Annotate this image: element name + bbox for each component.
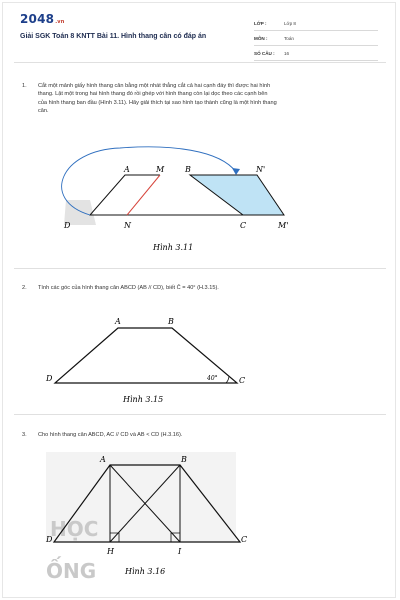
- label-a: A: [100, 455, 106, 464]
- page-title: Giải SGK Toán 8 KNTT Bài 11. Hình thang cân có đáp án: [20, 33, 207, 40]
- meta-label: SỐ CÂU :: [254, 50, 275, 56]
- label-n: N: [124, 221, 131, 230]
- watermark-text: ỐNG: [46, 559, 97, 583]
- figure-caption: Hình 3.15: [123, 395, 164, 404]
- label-d: D: [46, 535, 53, 544]
- angle-label: 40°: [207, 375, 218, 382]
- label-b: B: [185, 165, 191, 174]
- label-c: C: [239, 376, 246, 385]
- question-number: 1.: [22, 83, 27, 89]
- question-line: của hình thang ban đầu (Hình 3.11). Hãy giải thích tại sao hình tạo thành cũng là một hình thang: [38, 99, 277, 106]
- label-n-prime: N': [256, 165, 266, 174]
- label-m-prime: M': [278, 221, 289, 230]
- question-line: Cho hình thang cân ABCD, AC // CD và AB < CD (H.3.16).: [38, 432, 183, 438]
- question-line: Cắt một mảnh giấy hình thang cân bằng một nhát thẳng cắt cả hai cạnh đáy thì được hai hình: [38, 83, 271, 89]
- question-number: 2.: [22, 285, 27, 291]
- label-b: B: [181, 455, 187, 464]
- label-b: B: [168, 317, 174, 326]
- label-i: I: [178, 547, 182, 556]
- label-a: A: [115, 317, 121, 326]
- figure-caption: Hình 3.16: [125, 567, 166, 576]
- label-a: A: [124, 165, 130, 174]
- label-c: C: [240, 221, 247, 230]
- figure-caption: Hình 3.11: [153, 243, 194, 252]
- label-d: D: [46, 374, 53, 383]
- meta-value: Toán: [284, 35, 294, 41]
- label-d: D: [64, 221, 71, 230]
- logo-suffix: .vn: [55, 19, 65, 25]
- meta-value: 16: [284, 50, 290, 56]
- label-c: C: [241, 535, 248, 544]
- question-line: cân.: [38, 108, 49, 115]
- label-m: M: [156, 165, 165, 174]
- question-line: Tính các góc của hình thang cân ABCD (AB // CD), biết Ĉ = 40° (H.3.15).: [38, 285, 219, 291]
- question-number: 3.: [22, 432, 27, 438]
- watermark-text: HỌC: [50, 517, 99, 541]
- question-line: thang. Lật một trong hai hình thang đó rồi ghép với hình thang còn lại dọc theo các cạnh bên: [38, 91, 268, 98]
- meta-value: Lớp 8: [284, 20, 296, 26]
- meta-label: MÔN :: [254, 35, 268, 41]
- logo-text: 2048: [20, 12, 55, 26]
- meta-label: LỚP :: [254, 20, 267, 26]
- label-h: H: [107, 547, 114, 556]
